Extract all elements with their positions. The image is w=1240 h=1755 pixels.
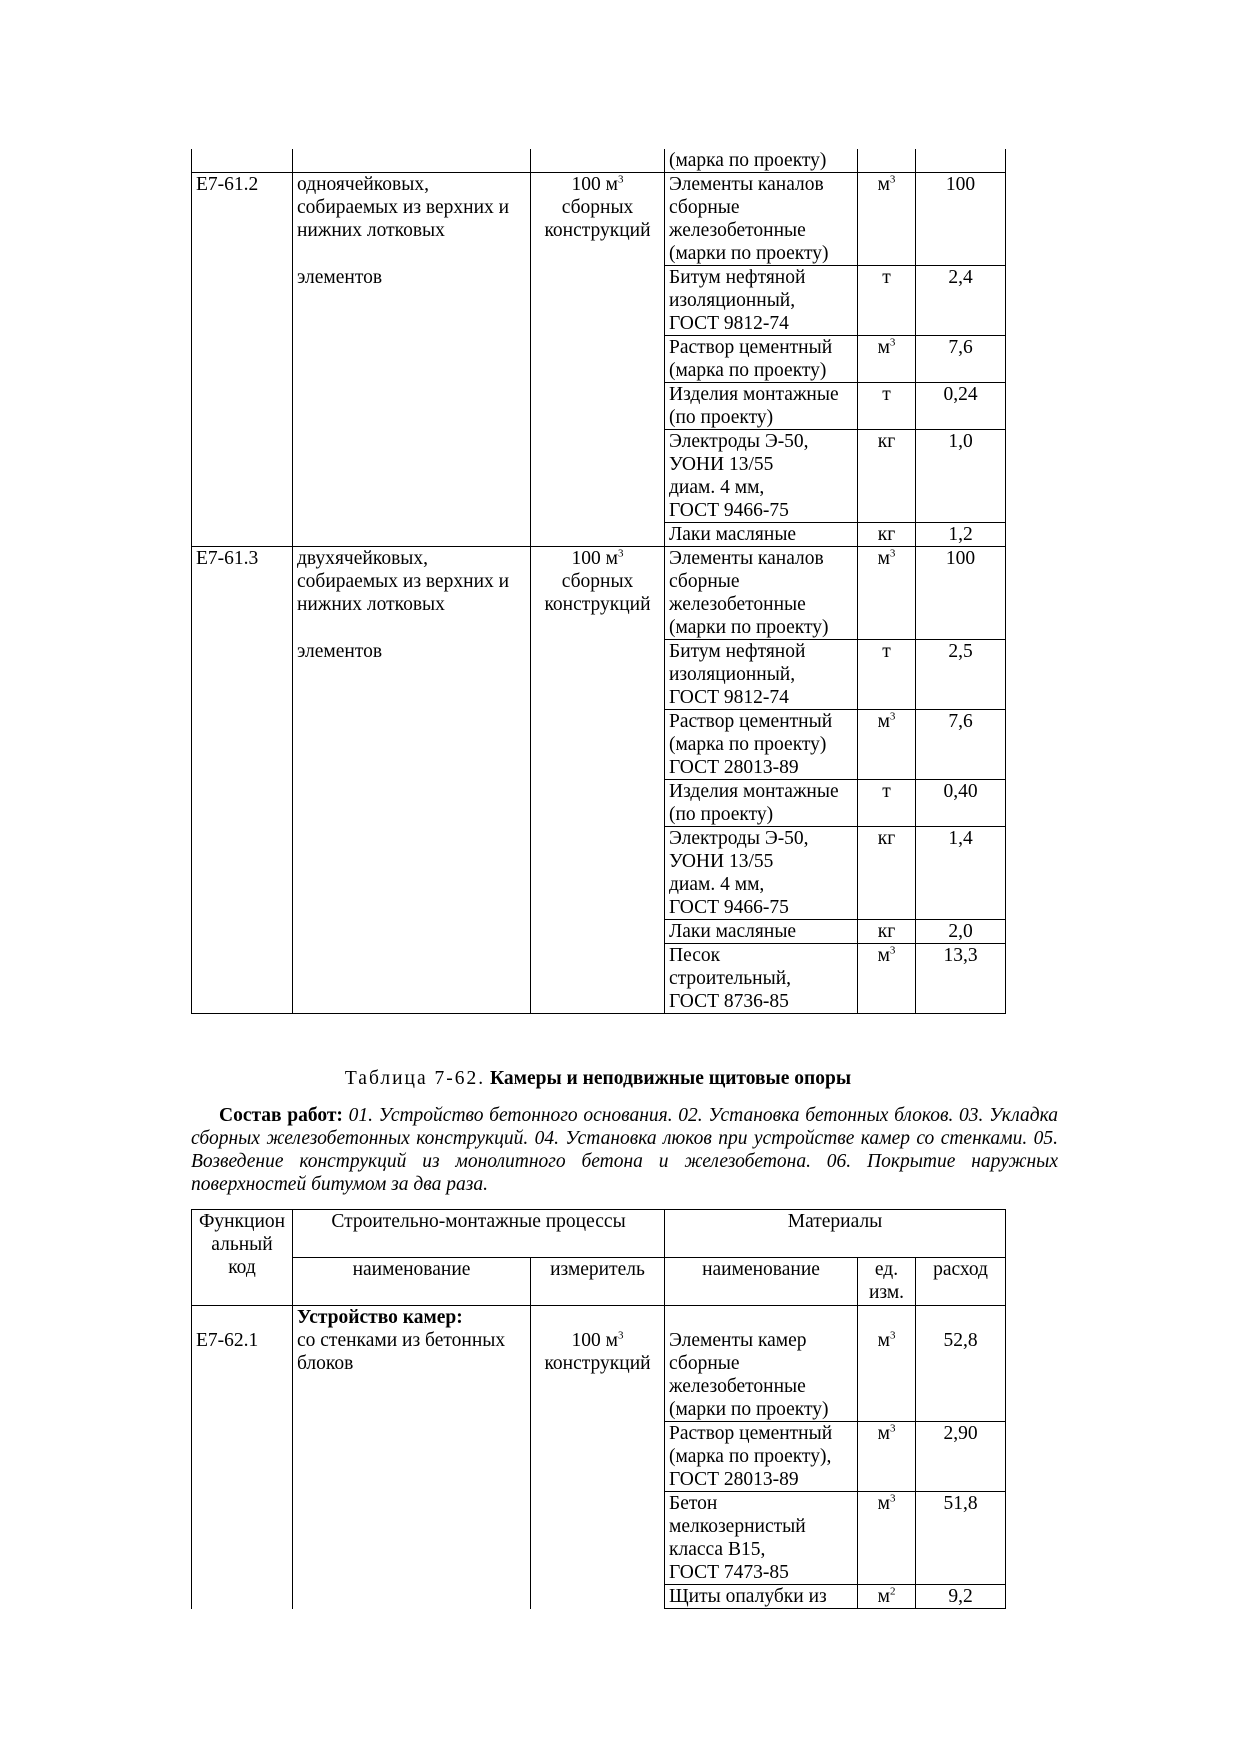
qty-cell: 100: [916, 547, 1006, 640]
table-row: [192, 149, 1006, 173]
unit-cell: [858, 149, 916, 173]
material-cell: Лаки масляные: [665, 920, 858, 944]
unit-cell: $м^3$: [858, 944, 916, 1014]
table-row: [192, 266, 1006, 336]
unit-cell: кг: [858, 430, 916, 523]
header-materials: Материалы: [665, 1210, 1006, 1258]
table-row: [192, 827, 1006, 920]
table-row: [192, 710, 1006, 780]
table-row: [192, 1422, 1006, 1492]
qty-cell: 51,8: [916, 1492, 1006, 1585]
qty-cell: 1,0: [916, 430, 1006, 523]
material-cell: Электроды Э-50, УОНИ 13/55 диам. 4 мм, ГОСТ 9466-75: [665, 827, 858, 920]
table-caption: [191, 1066, 1005, 1092]
composition-of-works: [191, 1104, 1058, 1196]
qty-cell: 1,2: [916, 523, 1006, 547]
material-cell: Битум нефтяной изоляционный, ГОСТ 9812-74: [665, 640, 858, 710]
material-cell: Элементы каналов сборные железобетонные (марки по проекту): [665, 173, 858, 266]
qty-cell: 1,4: [916, 827, 1006, 920]
qty-cell: 52,8: [916, 1306, 1006, 1422]
unit-cell: $м^3$: [858, 336, 916, 383]
qty-cell: 0,24: [916, 383, 1006, 430]
header-meter: измеритель: [531, 1258, 665, 1306]
unit-cell: т: [858, 640, 916, 710]
unit-cell: $м^2$: [858, 1585, 916, 1609]
meter-cell: [531, 149, 665, 173]
qty-cell: 0,40: [916, 780, 1006, 827]
qty-cell: 13,3: [916, 944, 1006, 1014]
unit-cell: $м^3$: [858, 173, 916, 266]
table-row: [192, 944, 1006, 1014]
qty-cell: 7,6: [916, 710, 1006, 780]
qty-cell: 2,0: [916, 920, 1006, 944]
table-7-62: [191, 1209, 1006, 1609]
header-unit: ед. изм.: [858, 1258, 916, 1306]
group-title: Устройство камер:: [297, 1307, 463, 1328]
table-row: [192, 336, 1006, 383]
unit-cell: кг: [858, 523, 916, 547]
name-cell: элементов: [293, 640, 531, 710]
table-row: [192, 920, 1006, 944]
table-row: [192, 640, 1006, 710]
table-row: [192, 1492, 1006, 1585]
qty-cell: 2,4: [916, 266, 1006, 336]
material-cell: Бетон мелкозернистый класса В15, ГОСТ 7473-85: [665, 1492, 858, 1585]
header-material-name: наименование: [665, 1258, 858, 1306]
meter-cell: 100 $м^3$ конструкций: [531, 1306, 665, 1422]
material-cell: Изделия монтажные (по проекту): [665, 780, 858, 827]
table-row: [192, 780, 1006, 827]
code-cell: Е7-61.2: [192, 173, 293, 266]
unit-cell: т: [858, 780, 916, 827]
table-row: [192, 1585, 1006, 1609]
header-processes: Строительно-монтажные процессы: [293, 1210, 665, 1258]
header-name: наименование: [293, 1258, 531, 1306]
header-row: [192, 1210, 1006, 1258]
material-cell: Щиты опалубки из: [665, 1585, 858, 1609]
name-cell: Устройство камер: со стенками из бетонных блоков: [293, 1306, 531, 1422]
header-row: [192, 1258, 1006, 1306]
qty-cell: 100: [916, 173, 1006, 266]
meter-cell: 100 $м^3$ сборных конструкций: [531, 173, 665, 266]
name-cell: [293, 149, 531, 173]
code-cell: Е7-61.3: [192, 547, 293, 640]
code-cell: Е7-62.1: [192, 1306, 293, 1422]
unit-cell: $м^3$: [858, 547, 916, 640]
material-cell: Элементы камер сборные железобетонные (марки по проекту): [665, 1306, 858, 1422]
unit-cell: $м^3$: [858, 1492, 916, 1585]
composition-text: 01. Устройство бетонного основания. 02. Установка бетонных блоков. 03. Укладка сборных железобетонных конструкций. 04. Установка люков при устройстве камер со стенками. 05. Возведение конструкций из монолитного бетона и железобетона. 06. Покрытие наружных поверхностей битумом за два раза.: [191, 1105, 1058, 1195]
qty-cell: [916, 149, 1006, 173]
meter-cell: 100 $м^3$ сборных конструкций: [531, 547, 665, 640]
table-row: [192, 383, 1006, 430]
material-cell: Изделия монтажные (по проекту): [665, 383, 858, 430]
table-row: [192, 547, 1006, 640]
code-cell: [192, 149, 293, 173]
material-cell: Битум нефтяной изоляционный, ГОСТ 9812-74: [665, 266, 858, 336]
unit-cell: кг: [858, 827, 916, 920]
qty-cell: 2,5: [916, 640, 1006, 710]
table-7-61-continuation: [191, 149, 1006, 1014]
unit-cell: $м^3$: [858, 1422, 916, 1492]
material-cell: Лаки масляные: [665, 523, 858, 547]
material-cell: Раствор цементный (марка по проекту) ГОСТ 28013-89: [665, 710, 858, 780]
caption-title: Камеры и неподвижные щитовые опоры: [490, 1068, 852, 1089]
material-cell: Элементы каналов сборные железобетонные (марки по проекту): [665, 547, 858, 640]
unit-cell: т: [858, 266, 916, 336]
table-row: [192, 173, 1006, 266]
header-code: Функцион альный код: [192, 1210, 293, 1306]
qty-cell: 9,2: [916, 1585, 1006, 1609]
qty-cell: 2,90: [916, 1422, 1006, 1492]
table-row: [192, 1306, 1006, 1422]
name-cell: двухячейковых, собираемых из верхних и нижних лотковых: [293, 547, 531, 640]
caption-label: Таблица 7-62.: [344, 1068, 486, 1089]
material-cell: Раствор цементный (марка по проекту): [665, 336, 858, 383]
composition-label: Состав работ:: [219, 1105, 343, 1126]
table-row: [192, 430, 1006, 523]
unit-cell: кг: [858, 920, 916, 944]
name-cell: элементов: [293, 266, 531, 336]
material-cell: Раствор цементный (марка по проекту), ГОСТ 28013-89: [665, 1422, 858, 1492]
header-qty: расход: [916, 1258, 1006, 1306]
qty-cell: 7,6: [916, 336, 1006, 383]
material-cell: Песок строительный, ГОСТ 8736-85: [665, 944, 858, 1014]
table-row: [192, 523, 1006, 547]
unit-cell: $м^3$: [858, 1306, 916, 1422]
unit-cell: $м^3$: [858, 710, 916, 780]
name-cell: одноячейковых, собираемых из верхних и нижних лотковых: [293, 173, 531, 266]
material-cell: Электроды Э-50, УОНИ 13/55 диам. 4 мм, ГОСТ 9466-75: [665, 430, 858, 523]
unit-cell: т: [858, 383, 916, 430]
material-cell: (марка по проекту): [665, 149, 858, 173]
